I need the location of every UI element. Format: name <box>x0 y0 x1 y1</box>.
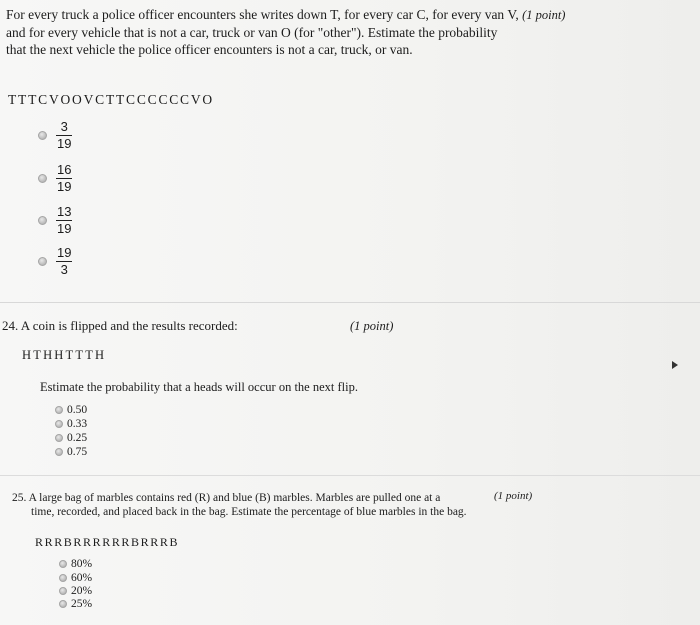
fraction <box>56 120 72 151</box>
question-25-option-4[interactable] <box>59 598 92 610</box>
question-25-option-2[interactable] <box>59 572 92 584</box>
radio-button[interactable] <box>59 560 67 568</box>
fraction-numerator: 13 <box>57 204 72 219</box>
question-25-option-1[interactable] <box>59 558 92 570</box>
question-25-points: (1 point) <box>494 490 533 502</box>
option-label: 0.75 <box>67 446 88 458</box>
question-23-line-3: that the next vehicle the police officer encounters is not a car, truck, or van. <box>6 42 413 57</box>
option-label: 60% <box>71 572 93 584</box>
option-label: 0.33 <box>67 418 88 430</box>
question-24-sequence: HTHHTTTH <box>22 348 107 362</box>
radio-button[interactable] <box>38 131 47 140</box>
question-24-points: (1 point) <box>350 319 394 333</box>
mouse-cursor-icon <box>672 361 678 369</box>
radio-button[interactable] <box>55 448 63 456</box>
fraction-denominator: 3 <box>60 262 68 277</box>
question-23-line-1 <box>6 6 694 24</box>
question-24-option-1[interactable] <box>55 404 87 416</box>
fraction-denominator: 19 <box>57 221 72 236</box>
question-23-option-3[interactable] <box>38 205 72 236</box>
question-25-line-1: 25. A large bag of marbles contains red (R) and blue (B) marbles. Marbles are pulled one at a <box>12 492 441 504</box>
question-25-option-3[interactable] <box>59 585 92 597</box>
question-23-line-2: and for every vehicle that is not a car, truck or van O (for "other"). Estimate the probability <box>6 25 498 40</box>
option-label: 20% <box>71 585 93 597</box>
option-label: 80% <box>71 558 93 570</box>
option-label: 25% <box>71 598 93 610</box>
radio-button[interactable] <box>59 574 67 582</box>
question-23-line-1-text: For every truck a police officer encounters she writes down T, for every car C, for every van V, <box>6 7 519 22</box>
question-23-option-2[interactable] <box>38 163 72 194</box>
fraction-numerator: 3 <box>60 119 68 134</box>
option-label: 0.50 <box>67 404 88 416</box>
question-24-option-4[interactable] <box>55 446 87 458</box>
section-divider <box>0 302 700 303</box>
radio-button[interactable] <box>55 434 63 442</box>
radio-button[interactable] <box>59 587 67 595</box>
question-23-points: (1 point) <box>522 8 566 22</box>
question-25-line-2: time, recorded, and placed back in the bag. Estimate the percentage of blue marbles in the bag. <box>31 506 467 518</box>
option-label: 0.25 <box>67 432 88 444</box>
radio-button[interactable] <box>38 216 47 225</box>
fraction-numerator: 19 <box>57 245 72 260</box>
fraction-numerator: 16 <box>57 162 72 177</box>
section-divider <box>0 475 700 476</box>
radio-button[interactable] <box>55 420 63 428</box>
fraction-denominator: 19 <box>57 179 72 194</box>
fraction-denominator: 19 <box>57 136 72 151</box>
fraction <box>56 246 72 277</box>
question-23-text <box>6 6 694 58</box>
question-23-option-4[interactable] <box>38 246 72 277</box>
question-25-sequence: RRRBRRRRRRBRRRB <box>35 535 180 549</box>
radio-button[interactable] <box>59 600 67 608</box>
question-24-text: 24. A coin is flipped and the results recorded: <box>2 318 238 333</box>
fraction <box>56 205 72 236</box>
question-24-option-3[interactable] <box>55 432 87 444</box>
radio-button[interactable] <box>38 174 47 183</box>
question-24-option-2[interactable] <box>55 418 87 430</box>
radio-button[interactable] <box>55 406 63 414</box>
question-23-option-1[interactable] <box>38 120 72 151</box>
question-24-prompt: Estimate the probability that a heads will occur on the next flip. <box>40 380 358 394</box>
question-23-sequence: TTTCVOOVCTTCCCCCCVO <box>8 92 214 107</box>
radio-button[interactable] <box>38 257 47 266</box>
fraction <box>56 163 72 194</box>
